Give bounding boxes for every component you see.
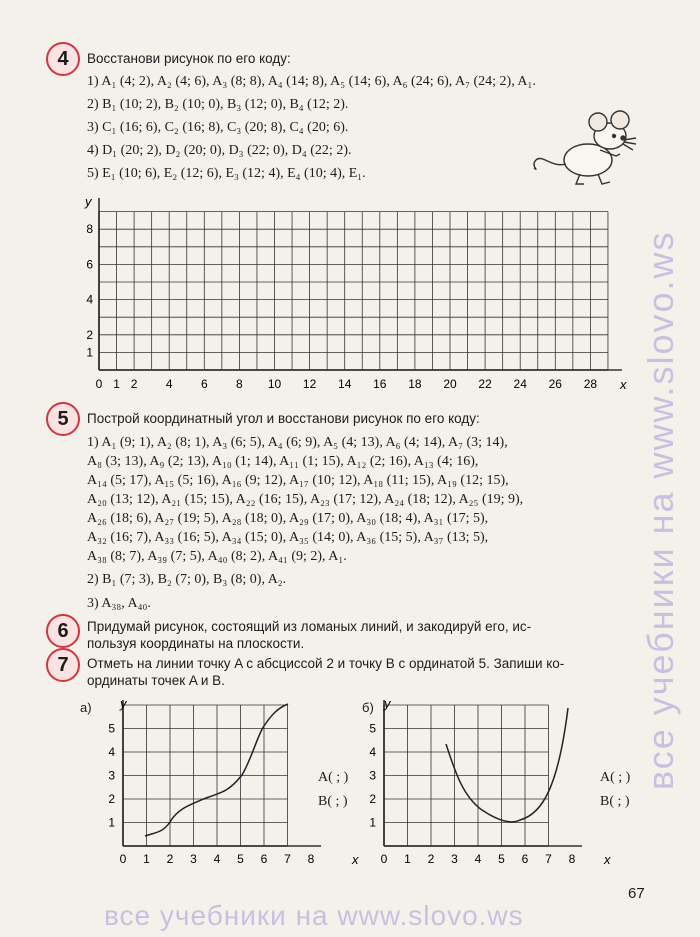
x-tick-label: 12 bbox=[302, 377, 317, 391]
graph-x-tick-label: 4 bbox=[474, 852, 482, 866]
graph-x-tick-label: 1 bbox=[143, 852, 150, 866]
graph-y-tick-label: 4 bbox=[369, 745, 376, 759]
x-tick-label: 2 bbox=[130, 377, 138, 391]
graph-b-y-label: y bbox=[384, 698, 391, 711]
x-tick-label: 4 bbox=[165, 377, 173, 391]
graph-x-tick-label: 0 bbox=[380, 852, 388, 866]
task-4-title: Восстанови рисунок по его коду: bbox=[87, 51, 291, 66]
task-5-line-5: A₂₆ (18; 6), A₂₇ (19; 5), A₂₈ (18; 0), A₂₉ (17; 0), A₃₀ (18; 4), A₃₁ (17; 5), bbox=[87, 511, 489, 526]
task-7-line-1: Отметь на линии точку A с абсциссой 2 и точку B с ординатой 5. Запиши ко- bbox=[87, 656, 565, 671]
graph-x-tick-label: 2 bbox=[166, 852, 174, 866]
graph-a-label: а) bbox=[80, 700, 92, 715]
grid-tick-labels bbox=[86, 222, 597, 391]
y-axis-label: y bbox=[85, 194, 92, 209]
x-tick-label: 1 bbox=[113, 377, 120, 391]
graph-x-tick-label: 3 bbox=[190, 852, 197, 866]
graph-a-tick-labels bbox=[108, 722, 314, 867]
x-axis-label: x bbox=[620, 377, 627, 392]
task-5-line-3: A₁₄ (5; 17), A₁₅ (5; 16), A₁₆ (9; 12), A₁₇ (10; 12), A₁₈ (11; 15), A₁₉ (12; 15), bbox=[87, 473, 509, 488]
x-tick-label: 22 bbox=[478, 377, 492, 391]
task-6-number: 6 bbox=[46, 614, 80, 648]
x-tick-label: 16 bbox=[373, 377, 387, 391]
task-5-line-7: A₃₈ (8; 7), A₃₉ (7; 5), A₄₀ (8; 2), A₄₁ (9; 2), A₁. bbox=[87, 549, 347, 564]
x-tick-label: 28 bbox=[583, 377, 598, 391]
task-5-part-2: 2) B₁ (7; 3), B₂ (7; 0), B₃ (8; 0), A₂. bbox=[87, 572, 287, 587]
graph-a-grid bbox=[123, 700, 321, 846]
grid-lines bbox=[99, 198, 622, 370]
task-4-coordinate-grid bbox=[82, 190, 642, 395]
graph-b-tick-labels bbox=[369, 722, 575, 867]
graph-y-tick-label: 4 bbox=[108, 745, 115, 759]
task-4-line-4: 4) D₁ (20; 2), D₂ (20; 0), D₃ (22; 0), D₄ (22; 2). bbox=[87, 143, 352, 158]
graph-x-tick-label: 2 bbox=[427, 852, 435, 866]
graph-a-y-label: y bbox=[120, 698, 127, 711]
graph-y-tick-label: 2 bbox=[369, 792, 376, 806]
graph-x-tick-label: 7 bbox=[284, 852, 291, 866]
task-6-line-1: Придумай рисунок, состоящий из ломаных линий, и закодируй его, ис- bbox=[87, 619, 532, 634]
graph-y-tick-label: 2 bbox=[108, 792, 115, 806]
graph-a-curve bbox=[145, 704, 288, 836]
task-4-line-3: 3) C₁ (16; 6), C₂ (16; 8), C₃ (20; 8), C₄ (20; 6). bbox=[87, 120, 349, 135]
graph-x-tick-label: 8 bbox=[307, 852, 315, 866]
x-tick-label: 18 bbox=[408, 377, 422, 391]
graph-x-tick-label: 0 bbox=[119, 852, 127, 866]
task-4-line-2: 2) B₁ (10; 2), B₂ (10; 0), B₃ (12; 0), B₄ (12; 2). bbox=[87, 97, 349, 112]
mouse-illustration bbox=[528, 108, 640, 190]
x-tick-label: 10 bbox=[267, 377, 282, 391]
x-tick-label: 8 bbox=[236, 377, 243, 391]
graph-a-answer-a: A( ; ) bbox=[318, 770, 349, 785]
task-5-title: Построй координатный угол и восстанови рисунок по его коду: bbox=[87, 411, 480, 426]
task-5-number: 5 bbox=[46, 402, 80, 436]
graph-y-tick-label: 1 bbox=[369, 815, 376, 830]
task-4-number: 4 bbox=[46, 42, 80, 76]
graph-y-tick-label: 3 bbox=[108, 768, 115, 783]
task-5-line-4: A₂₀ (13; 12), A₂₁ (15; 15), A₂₂ (16; 15), A₂₃ (17; 12), A₂₄ (18; 12), A₂₅ (19; 9), bbox=[87, 492, 524, 507]
y-tick-label: 8 bbox=[86, 222, 93, 237]
task-7-number: 7 bbox=[46, 648, 80, 682]
x-tick-label: 24 bbox=[513, 377, 527, 391]
graph-y-tick-label: 1 bbox=[108, 815, 115, 830]
task-4-line-5: 5) E₁ (10; 6), E₂ (12; 6), E₃ (12; 4), E₄ (10; 4), E₁. bbox=[87, 166, 366, 181]
graph-b-answer-b: B( ; ) bbox=[600, 794, 630, 809]
graph-x-tick-label: 1 bbox=[404, 852, 411, 866]
x-tick-label: 0 bbox=[95, 377, 103, 391]
graph-b-label: б) bbox=[362, 700, 374, 715]
graph-x-tick-label: 3 bbox=[451, 852, 458, 866]
graph-b-x-label: x bbox=[604, 852, 611, 867]
graph-b-answer-a: A( ; ) bbox=[600, 770, 631, 785]
watermark-side: все учебники на www.slovo.ws bbox=[640, 230, 681, 790]
task-5-line-2: A₈ (3; 13), A₉ (2; 13), A₁₀ (1; 14), A₁₁ (1; 15), A₁₂ (2; 16), A₁₃ (4; 16), bbox=[87, 454, 479, 469]
x-tick-label: 20 bbox=[443, 377, 457, 391]
graph-y-tick-label: 5 bbox=[108, 721, 115, 736]
graph-x-tick-label: 8 bbox=[568, 852, 576, 866]
watermark-bottom: все учебники на www.slovo.ws bbox=[104, 900, 524, 931]
graph-b bbox=[362, 698, 612, 868]
graph-x-tick-label: 5 bbox=[237, 852, 244, 866]
y-tick-label: 1 bbox=[86, 345, 93, 360]
task-5-line-1: 1) A₁ (9; 1), A₂ (8; 1), A₃ (6; 5), A₄ (6; 9), A₅ (4; 13), A₆ (4; 14), A₇ (3; 14), bbox=[87, 435, 508, 450]
x-tick-label: 26 bbox=[548, 377, 562, 391]
graph-x-tick-label: 5 bbox=[498, 852, 505, 866]
task-4-line-1: 1) A₁ (4; 2), A₂ (4; 6), A₃ (8; 8), A₄ (14; 8), A₅ (14; 6), A₆ (24; 6), A₇ (24; 2), A₁. bbox=[87, 74, 536, 89]
graph-a-x-label: x bbox=[352, 852, 359, 867]
graph-x-tick-label: 6 bbox=[521, 852, 529, 866]
x-tick-label: 6 bbox=[200, 377, 208, 391]
graph-b-curve bbox=[446, 708, 568, 822]
task-6-line-2: пользуя координаты на плоскости. bbox=[87, 636, 305, 651]
task-5-line-6: A₃₂ (16; 7), A₃₃ (16; 5), A₃₄ (15; 0), A₃₅ (14; 0), A₃₆ (15; 5), A₃₇ (13; 5), bbox=[87, 530, 489, 545]
graph-b-grid bbox=[384, 700, 582, 846]
y-tick-label: 6 bbox=[86, 257, 93, 272]
task-7-line-2: ординаты точек A и B. bbox=[87, 673, 225, 688]
graph-y-tick-label: 3 bbox=[369, 768, 376, 783]
graph-y-tick-label: 5 bbox=[369, 721, 376, 736]
y-tick-label: 2 bbox=[86, 327, 93, 342]
graph-x-tick-label: 7 bbox=[545, 852, 552, 866]
graph-x-tick-label: 4 bbox=[213, 852, 221, 866]
graph-x-tick-label: 6 bbox=[260, 852, 268, 866]
y-tick-label: 4 bbox=[86, 292, 93, 307]
page-number: 67 bbox=[628, 885, 645, 902]
graph-a-answer-b: B( ; ) bbox=[318, 794, 348, 809]
task-5-part-3: 3) A₃₈, A₄₀. bbox=[87, 596, 151, 611]
x-tick-label: 14 bbox=[338, 377, 352, 391]
